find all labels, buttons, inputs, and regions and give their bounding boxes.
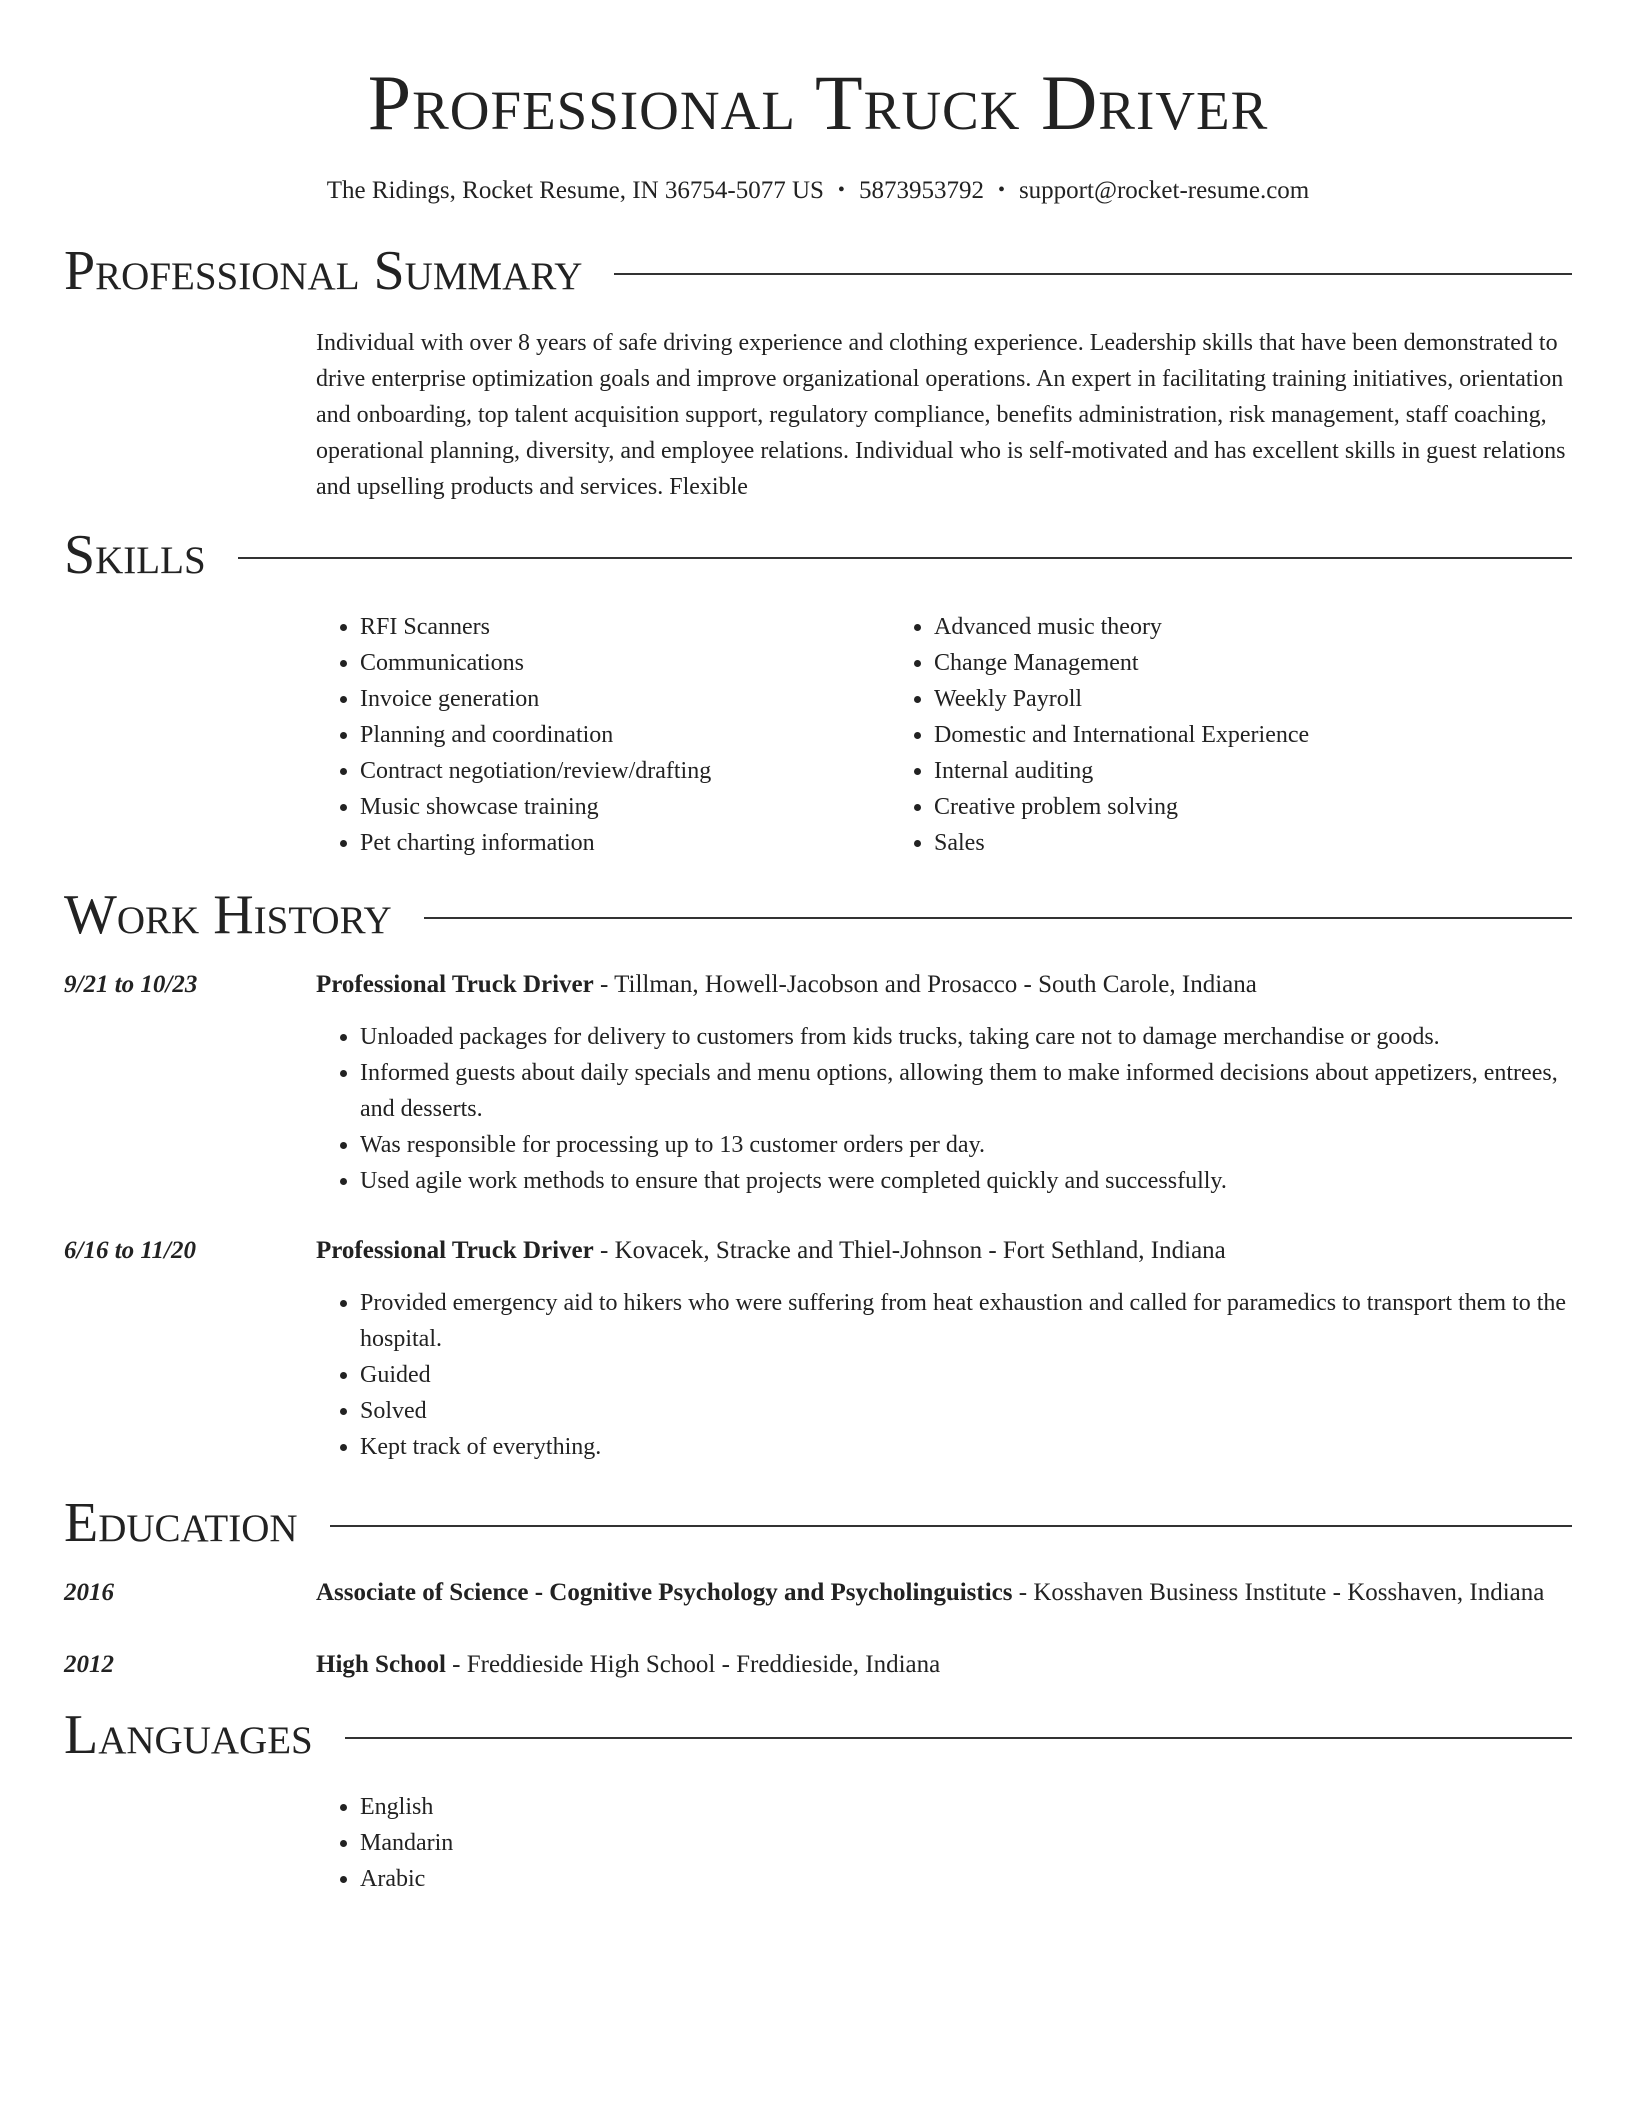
job-role: Professional Truck Driver [316, 1237, 594, 1264]
education-entry [64, 1575, 1572, 1611]
skills-header [64, 519, 1572, 591]
skill-item: • Weekly Payroll [934, 681, 1490, 717]
education-heading [316, 1647, 1572, 1683]
language-item: • Arabic [360, 1861, 1572, 1897]
education-details: - Kosshaven Business Institute - Kosshaven, Indiana [1012, 1579, 1545, 1606]
summary-section [64, 235, 1572, 505]
section-divider [330, 1525, 1572, 1527]
skill-item: • Sales [934, 825, 1490, 861]
job-details: - Tillman, Howell-Jacobson and Prosacco - South Carole, Indiana [593, 971, 1257, 998]
job-bullets [316, 1285, 1572, 1465]
skill-item: • Change Management [934, 645, 1490, 681]
skill-item: • Advanced music theory [934, 609, 1490, 645]
section-title: Languages [64, 1704, 313, 1766]
job-bullets [316, 1019, 1572, 1199]
education-year: 2016 [64, 1579, 114, 1606]
section-title: Work History [64, 884, 392, 946]
section-title: Professional Summary [64, 240, 583, 302]
skill-item: • Communications [360, 645, 890, 681]
section-divider [238, 557, 1572, 559]
languages-row [64, 1789, 1572, 1897]
resume-name: Professional Truck Driver [367, 59, 1269, 146]
job-bullet: • Kept track of everything. [360, 1429, 1572, 1465]
job-heading [316, 1233, 1572, 1269]
job-entry [64, 967, 1572, 1199]
job-details: - Kovacek, Stracke and Thiel-Johnson - Fort Sethland, Indiana [593, 1237, 1226, 1264]
skills-list-right [890, 609, 1490, 861]
skills-list-left [316, 609, 890, 861]
languages-section [64, 1699, 1572, 1897]
work-header [64, 879, 1572, 951]
language-item: • English [360, 1789, 1572, 1825]
contact-email: support@rocket-resume.com [1018, 177, 1310, 204]
resume-page [64, 0, 1572, 1897]
contact-separator: • [837, 179, 845, 201]
languages-header [64, 1699, 1572, 1771]
education-details: - Freddieside High School - Freddieside, Indiana [445, 1651, 941, 1678]
languages-list [316, 1789, 1572, 1897]
summary-header [64, 235, 1572, 307]
section-title: Education [64, 1492, 298, 1554]
job-role: Professional Truck Driver [316, 971, 594, 998]
skill-item: • Invoice generation [360, 681, 890, 717]
skill-item: • Pet charting information [360, 825, 890, 861]
education-degree: Associate of Science - Cognitive Psychology and Psycholinguistics [316, 1579, 1013, 1606]
summary-row [64, 325, 1572, 505]
education-header [64, 1487, 1572, 1559]
job-dates: 9/21 to 10/23 [64, 971, 198, 998]
skill-item: • Domestic and International Experience [934, 717, 1490, 753]
skill-item: • Planning and coordination [360, 717, 890, 753]
job-bullet: • Solved [360, 1393, 1572, 1429]
education-section [64, 1487, 1572, 1683]
job-dates: 6/16 to 11/20 [64, 1237, 196, 1264]
contact-address: The Ridings, Rocket Resume, IN 36754-5077 US [326, 177, 824, 204]
education-heading [316, 1575, 1572, 1611]
section-divider [345, 1737, 1572, 1739]
skill-item: • Contract negotiation/review/drafting [360, 753, 890, 789]
education-degree: High School [316, 1651, 446, 1678]
skill-item: • Internal auditing [934, 753, 1490, 789]
job-bullet: • Informed guests about daily specials and menu options, allowing them to make informed decisions about appetizers, entrees, and desserts. [360, 1055, 1572, 1127]
section-divider [614, 273, 1572, 275]
language-item: • Mandarin [360, 1825, 1572, 1861]
section-title: Skills [64, 524, 206, 586]
contact-line [64, 174, 1572, 209]
section-divider [424, 917, 1572, 919]
contact-phone: 5873953792 [858, 177, 984, 204]
skills-section [64, 519, 1572, 861]
job-bullet: • Was responsible for processing up to 13 customer orders per day. [360, 1127, 1572, 1163]
job-bullet: • Unloaded packages for delivery to customers from kids trucks, taking care not to damage merchandise or goods. [360, 1019, 1572, 1055]
skill-item: • Music showcase training [360, 789, 890, 825]
skills-row [64, 609, 1572, 861]
contact-separator: • [997, 179, 1005, 201]
job-bullet: • Guided [360, 1357, 1572, 1393]
education-year: 2012 [64, 1651, 114, 1678]
work-section [64, 879, 1572, 1465]
skill-item: • Creative problem solving [934, 789, 1490, 825]
skill-item: • RFI Scanners [360, 609, 890, 645]
job-entry [64, 1233, 1572, 1465]
job-bullet: • Provided emergency aid to hikers who were suffering from heat exhaustion and called for paramedics to transport them to the hospital. [360, 1285, 1572, 1357]
job-heading [316, 967, 1572, 1003]
summary-text: Individual with over 8 years of safe driving experience and clothing experience. Leadership skills that have been demonstrated to drive enterprise optimization goals and improve organizational operations. An expert in facilitating training initiatives, orientation and onboarding, top talent acquisition support, regulatory compliance, benefits administration, risk management, staff coaching, operational planning, diversity, and employee relations. Individual who is self-motivated and has excellent skills in guest relations and upselling products and services. Flexible [316, 330, 1566, 500]
education-entry [64, 1647, 1572, 1683]
job-bullet: • Used agile work methods to ensure that projects were completed quickly and successfully. [360, 1163, 1572, 1199]
